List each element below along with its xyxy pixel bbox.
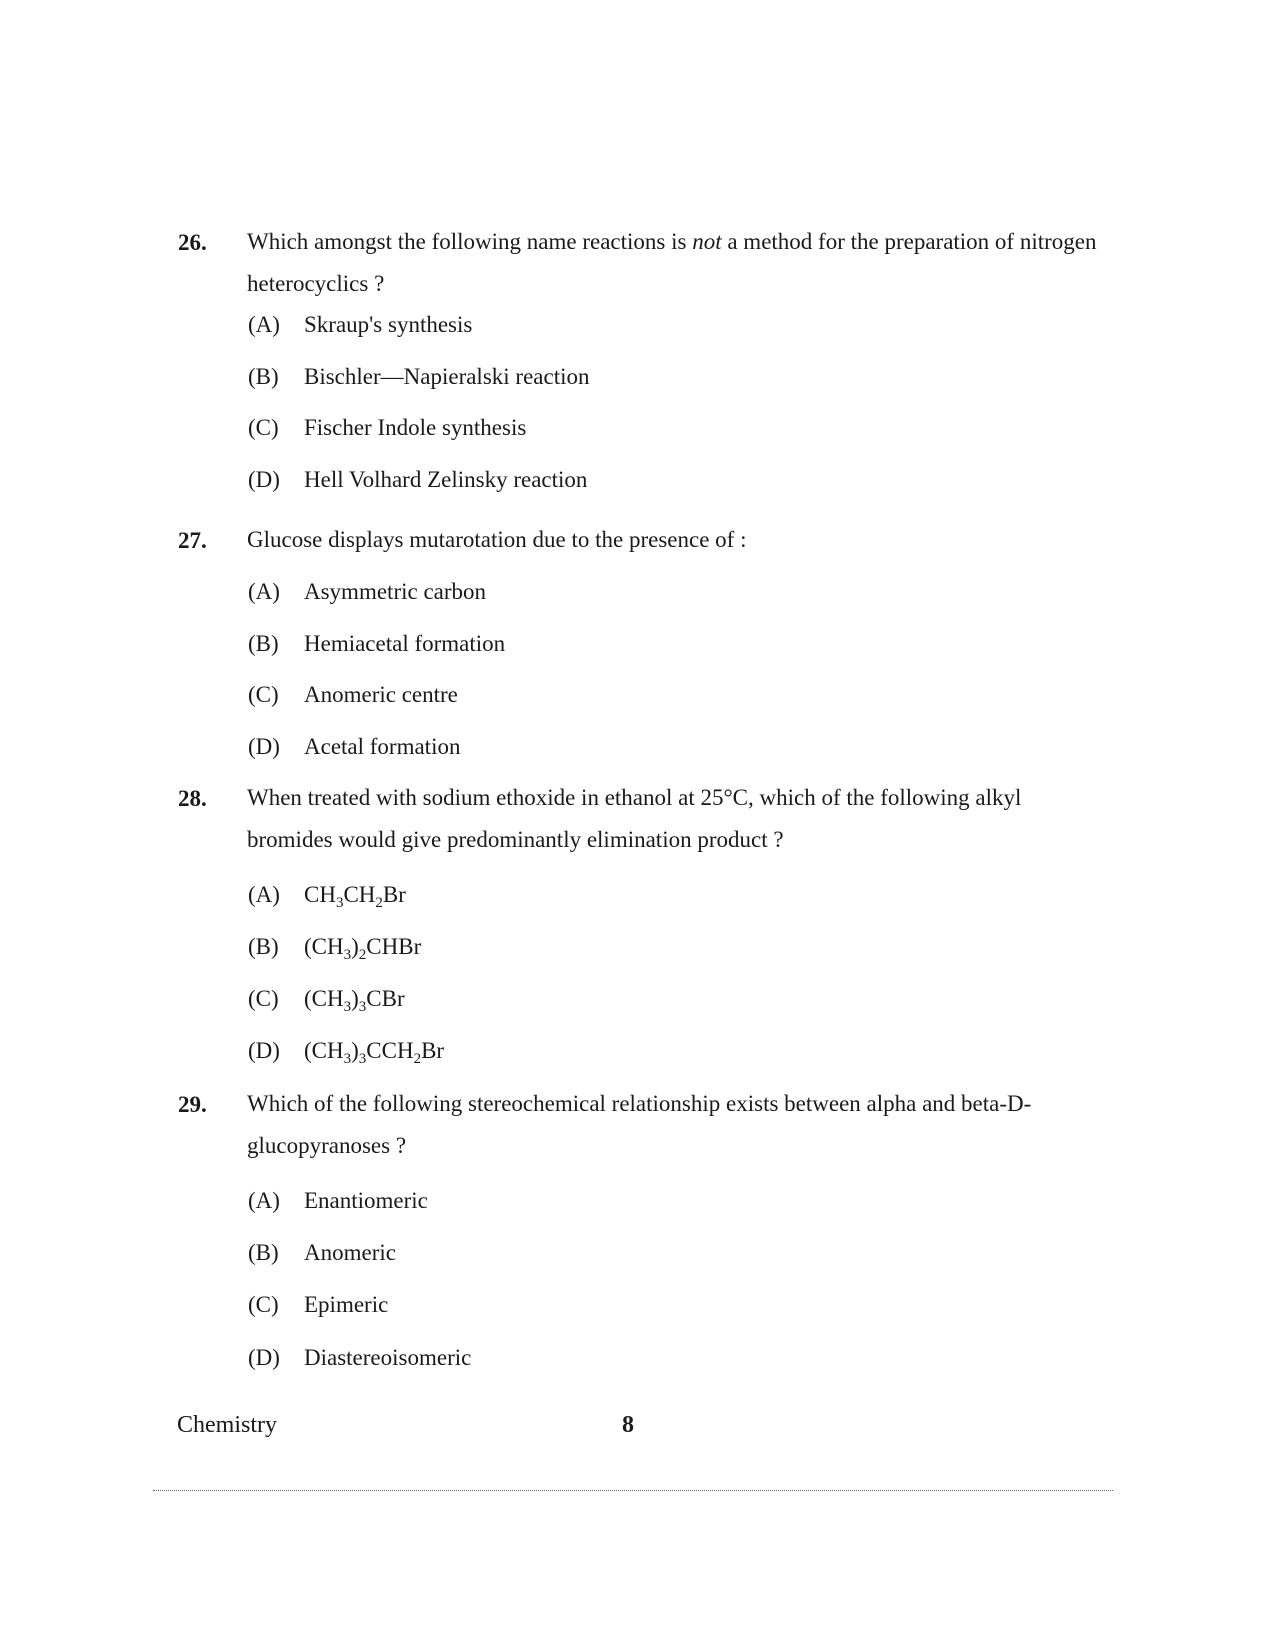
question-stem: Which amongst the following name reactions is not a method for the preparation of nitrogen heterocyclics ? (247, 229, 1097, 296)
formula: $(CH_3)_2CHBr$ (304, 934, 422, 963)
question-stem: Glucose displays mutarotation due to the presence of : (247, 527, 747, 552)
footer-subject: Chemistry (177, 1412, 277, 1438)
formula: $(CH_3)_3CCH_2Br$ (304, 1038, 445, 1067)
question-number: 27. (178, 528, 207, 553)
question-number: 29. (178, 1092, 207, 1117)
option-b: (B) Hemiacetal formation (248, 631, 506, 656)
option-d: (D) Hell Volhard Zelinsky reaction (248, 467, 588, 492)
option-d: (D) $(CH_3)_3CCH_2Br$ (248, 1038, 445, 1067)
option-d: (D) Acetal formation (248, 734, 461, 759)
option-a: (A) Enantiomeric (248, 1188, 428, 1213)
option-a: (A) $CH_3CH_2Br$ (248, 882, 406, 911)
option-d: (D) Diastereoisomeric (248, 1345, 472, 1370)
option-c: (C) $(CH_3)_3CBr$ (248, 986, 405, 1015)
option-a: (A) Skraup's synthesis (248, 312, 473, 337)
footer-divider (153, 1490, 1113, 1491)
option-b: (B) Anomeric (248, 1240, 396, 1265)
formula: $CH_3CH_2Br$ (304, 882, 406, 911)
question-number: 28. (178, 786, 207, 811)
option-c: (C) Epimeric (248, 1292, 389, 1317)
question-stem: When treated with sodium ethoxide in ethanol at 25°C, which of the following alkyl bromides would give predominantly elimination product ? (247, 785, 1022, 852)
option-c: (C) Anomeric centre (248, 682, 458, 707)
option-b: (B) Bischler—Napieralski reaction (248, 364, 590, 389)
option-a: (A) Asymmetric carbon (248, 579, 487, 604)
option-b: (B) $(CH_3)_2CHBr$ (248, 934, 422, 963)
question-number: 26. (178, 230, 207, 255)
formula: $(CH_3)_3CBr$ (304, 986, 405, 1015)
option-c: (C) Fischer Indole synthesis (248, 415, 527, 440)
question-stem: Which of the following stereochemical relationship exists between alpha and beta-D-glucopyranoses ? (247, 1091, 1032, 1158)
page-number: 8 (622, 1412, 634, 1438)
